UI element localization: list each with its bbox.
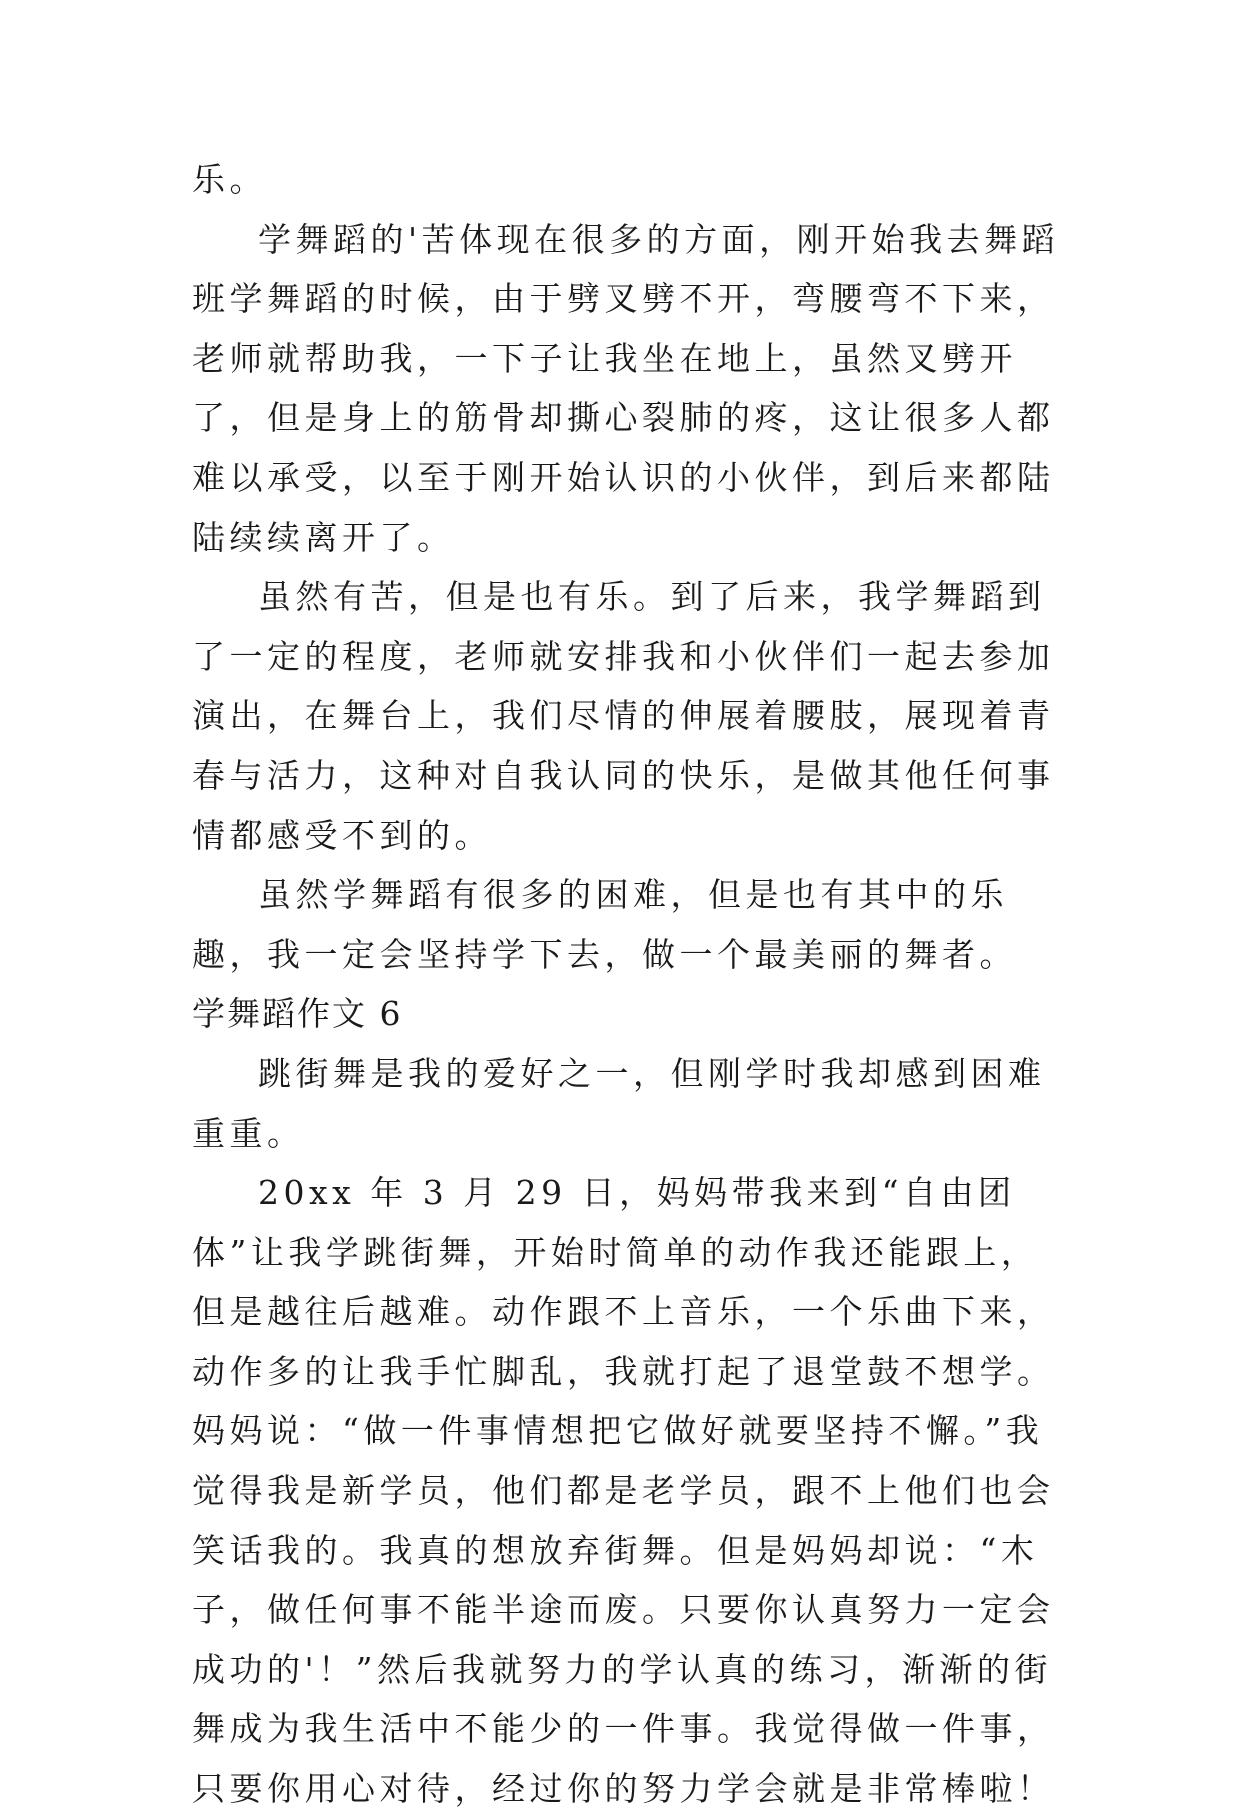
paragraph-dance-joy: 虽然有苦，但是也有乐。到了后来，我学舞蹈到了一定的程度，老师就安排我和小伙伴们一起去参加演出，在舞台上，我们尽情的伸展着腰肢，展现着青春与活力，这种对自我认同的快乐，是做其他任何事情都感受不到的。	[192, 577, 1055, 855]
paragraph-continuation: 乐。	[192, 160, 267, 199]
paragraph-dance-hardship: 学舞蹈的'苦体现在很多的方面，刚开始我去舞蹈班学舞蹈的时候，由于劈叉劈不开，弯腰弯不下来，老师就帮助我，一下子让我坐在地上，虽然叉劈开了，但是身上的筋骨却撕心裂肺的疼，这让很多人都难以承受，以至于刚开始认识的小伙伴，到后来都陆陆续续离开了。	[192, 219, 1060, 557]
paragraph-street-dance-intro: 跳街舞是我的爱好之一，但刚学时我却感到困难重重。	[192, 1053, 1046, 1153]
document-body	[192, 150, 1072, 1819]
essay-heading: 学舞蹈作文 6	[192, 994, 403, 1034]
paragraph-dance-conclusion: 虽然学舞蹈有很多的困难，但是也有其中的乐趣，我一定会坚持学下去，做一个最美丽的舞者。	[192, 875, 1017, 974]
paragraph-street-dance-story: 20xx 年 3 月 29 日，妈妈带我来到“自由团体”让我学跳街舞，开始时简单的动作我还能跟上，但是越往后越难。动作跟不上音乐，一个乐曲下来，动作多的让我手忙脚乱，我就打起了退堂鼓不想学。妈妈说：“做一件事情想把它做好就要坚持不懈。”我觉得我是新学员，他们都是老学员，跟不上他们也会笑话我的。我真的想放弃街舞。但是妈妈却说：“木子，做任何事不能半途而废。只要你认真努力一定会成功的'！”然后我就努力的学认真的练习，渐渐的街舞成为我生活中不能少的一件事。我觉得做一件事，只要你用心对待，经过你的努力学会就是非常棒啦！	[192, 1173, 1055, 1809]
